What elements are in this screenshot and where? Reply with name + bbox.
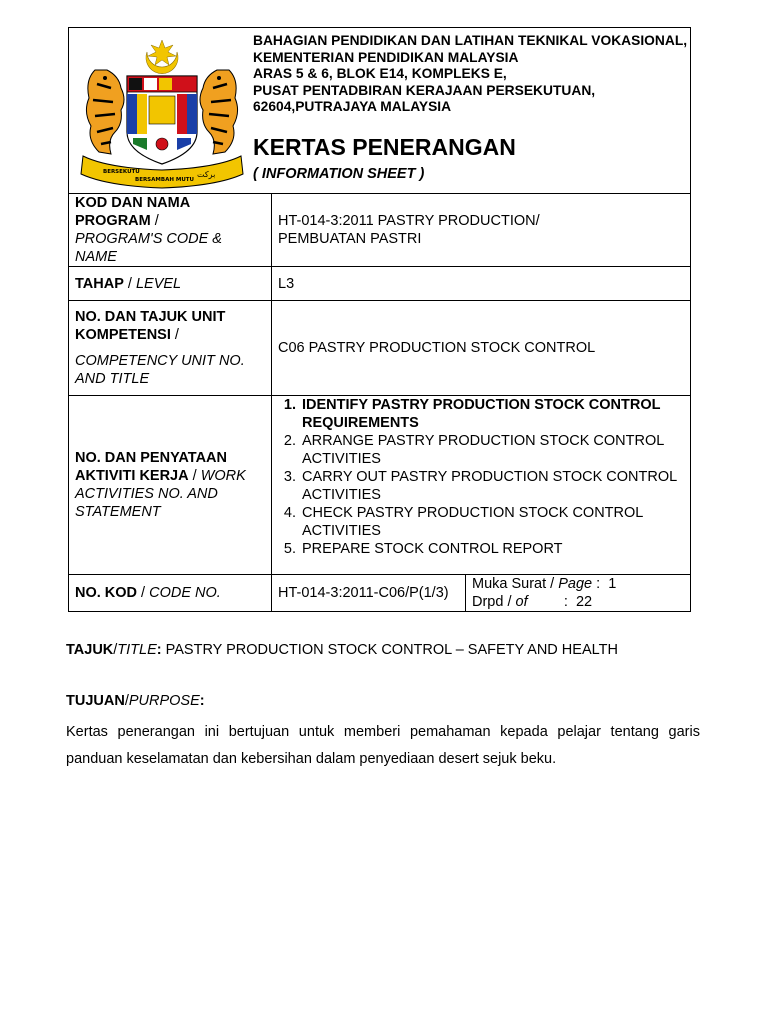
document-subtitle: ( INFORMATION SHEET ) — [253, 166, 425, 182]
code-label-italic: CODE NO. — [149, 585, 221, 601]
activity-item: 2. ARRANGE PASTRY PRODUCTION STOCK CONTROL ACTIVITIES — [300, 432, 684, 468]
activities-row — [69, 396, 691, 575]
level-value-cell: L3 — [272, 267, 691, 301]
org-line: ARAS 5 & 6, BLOK E14, KOMPLEKS E, — [253, 66, 507, 81]
purpose-paragraph: Kertas penerangan ini bertujuan untuk memberi pemahaman kepada pelajar tentang garis panduan keselamatan dan kebersihan dalam penyediaan desert sejuk beku. — [66, 724, 700, 767]
unit-row — [69, 301, 691, 396]
of-label: Drpd / — [472, 594, 516, 610]
org-line: KEMENTERIAN PENDIDIKAN MALAYSIA — [253, 49, 519, 65]
program-row — [69, 194, 691, 267]
program-label-separator: / — [150, 213, 159, 229]
code-value-cell: HT-014-3:2011-C06/P(1/3) — [272, 575, 466, 612]
unit-label-separator: / — [170, 327, 179, 343]
unit-value-cell: C06 PASTRY PRODUCTION STOCK CONTROL — [272, 301, 691, 396]
page-total-line — [472, 593, 684, 611]
svg-text:BERSAMBAH MUTU: BERSAMBAH MUTU — [135, 177, 194, 183]
purpose-label-separator: / — [124, 693, 129, 709]
page-label: Muka Surat / — [472, 576, 559, 592]
program-value-cell — [272, 194, 691, 267]
purpose-label-bold: TUJUAN — [66, 693, 125, 709]
program-value-line2: PEMBUATAN PASTRI — [278, 231, 422, 247]
activities-list-cell — [272, 396, 691, 575]
program-label-bold-2: PROGRAM — [75, 213, 151, 229]
title-text: PASTRY PRODUCTION STOCK CONTROL – SAFETY AND HEALTH — [161, 642, 618, 658]
activities-label-italic: WORK ACTIVITIES NO. AND STATEMENT — [75, 468, 246, 520]
activity-item: 4. CHECK PASTRY PRODUCTION STOCK CONTROL ACTIVITIES — [300, 504, 684, 540]
document-title: KERTAS PENERANGAN — [253, 134, 516, 160]
level-label-italic: LEVEL — [135, 275, 182, 292]
level-label-cell — [69, 267, 272, 301]
svg-text:بركت: بركت — [197, 170, 216, 179]
coat-of-arms-icon — [77, 40, 247, 190]
header-cell — [69, 28, 691, 194]
title-label-separator: / — [113, 642, 118, 658]
title-line — [66, 642, 700, 658]
page-separator: : — [592, 576, 609, 592]
level-label-separator: / — [123, 275, 136, 292]
unit-label-italic: COMPETENCY UNIT NO. AND TITLE — [75, 353, 245, 387]
activities-label-separator: / — [188, 468, 201, 484]
activities-label-cell — [69, 396, 272, 575]
code-label-separator: / — [137, 585, 150, 601]
header-row — [69, 28, 691, 194]
page-number-line — [472, 575, 684, 593]
page-label-italic: Page — [558, 576, 593, 592]
org-line: BAHAGIAN PENDIDIKAN DAN LATIHAN TEKNIKAL VOKASIONAL, — [253, 33, 688, 48]
program-label-italic: PROGRAM'S CODE & NAME — [75, 231, 222, 265]
information-sheet-table — [68, 27, 691, 612]
activity-item: 3. CARRY OUT PASTRY PRODUCTION STOCK CONTROL ACTIVITIES — [300, 468, 684, 504]
level-row — [69, 267, 691, 301]
of-label-italic: of — [515, 594, 528, 610]
program-label-bold-1: KOD DAN NAMA — [75, 195, 191, 211]
activity-item: 5. PREPARE STOCK CONTROL REPORT — [300, 540, 684, 558]
activities-list — [278, 396, 684, 558]
activities-label-bold: NO. DAN PENYATAAN AKTIVITI KERJA — [75, 450, 227, 484]
unit-label-bold: NO. DAN TAJUK UNIT KOMPETENSI — [75, 309, 226, 343]
svg-text:BERSEKUTU: BERSEKUTU — [103, 169, 140, 175]
purpose-label-italic: PURPOSE — [128, 693, 200, 709]
purpose-colon: : — [199, 693, 205, 709]
org-line: PUSAT PENTADBIRAN KERAJAAN PERSEKUTUAN, — [253, 82, 596, 98]
page-number: 1 — [608, 576, 617, 592]
unit-label-cell — [69, 301, 272, 396]
title-label-italic: TITLE — [117, 642, 157, 658]
purpose-heading — [66, 693, 700, 709]
program-label-cell — [69, 194, 272, 267]
of-separator: : — [527, 594, 576, 610]
org-line: 62604,PUTRAJAYA MALAYSIA — [253, 99, 452, 114]
title-label-bold: TAJUK — [66, 642, 114, 658]
code-label-bold: NO. KOD — [75, 585, 138, 601]
activity-item: 1. IDENTIFY PASTRY PRODUCTION STOCK CONTROL REQUIREMENTS — [300, 396, 684, 432]
page-info-cell — [466, 575, 691, 612]
code-row — [69, 575, 691, 612]
page-total: 22 — [575, 594, 593, 610]
code-label-cell — [69, 575, 272, 612]
program-value-line1: HT-014-3:2011 PASTRY PRODUCTION/ — [278, 213, 540, 229]
title-colon: : — [156, 642, 162, 658]
level-label-bold: TAHAP — [75, 275, 124, 292]
organization-address — [253, 33, 687, 116]
